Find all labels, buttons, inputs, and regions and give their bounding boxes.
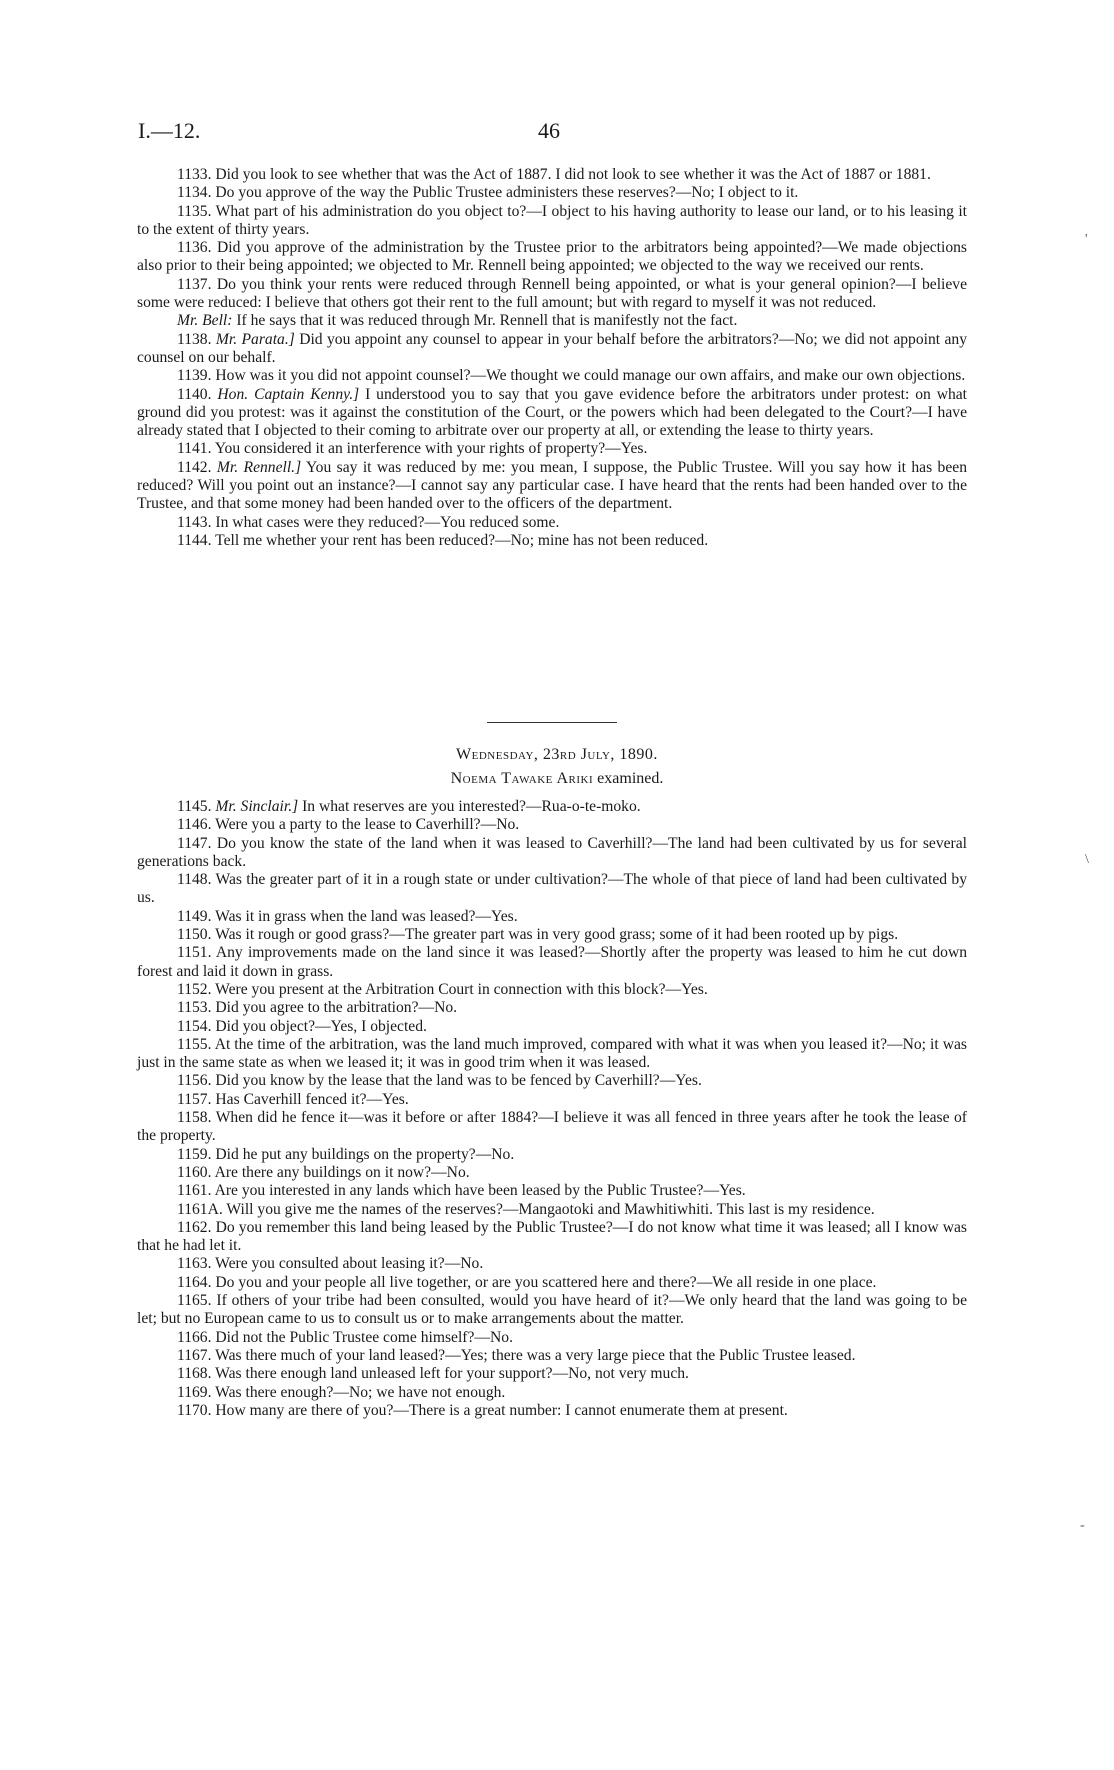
question-number: 1150. bbox=[177, 926, 212, 944]
testimony-paragraph bbox=[137, 1109, 967, 1146]
testimony-text: Were you consulted about leasing it?—No. bbox=[215, 1255, 484, 1273]
testimony-text: Was the greater part of it in a rough state or under cultivation?—The whole of that piece of land had been cultivated by us. bbox=[137, 871, 967, 907]
testimony-text: Do you remember this land being leased by the Public Trustee?—I do not know what time it was leased; all I know was that he had let it. bbox=[137, 1218, 967, 1255]
testimony-block-1 bbox=[137, 166, 967, 550]
testimony-paragraph bbox=[137, 166, 967, 184]
examined-label: examined. bbox=[597, 770, 664, 787]
question-number: 1148. bbox=[177, 871, 212, 889]
speaker-name: Hon. Captain Kenny.] bbox=[217, 385, 360, 403]
testimony-text: Was it rough or good grass?—The greater part was in very good grass; some of it had been rooted up by pigs. bbox=[215, 926, 899, 944]
testimony-text: Are you interested in any lands which have been leased by the Public Trustee?—Yes. bbox=[214, 1182, 746, 1200]
testimony-text: Did you approve of the administration by the Trustee prior to the arbitrators being appointed?—We made objections also prior to their being appointed; we objected to Mr. Rennell being appointed; we objected to the way we received our rents. bbox=[137, 239, 967, 275]
question-number: 1164. bbox=[177, 1273, 212, 1291]
testimony-text: Do you think your rents were reduced through Rennell being appointed, or what is your general opinion?—I believe some were reduced: I believe that others got their rent to the full amount; but with regard to myself it was not reduced. bbox=[137, 275, 967, 312]
question-number: 1141. bbox=[177, 440, 212, 458]
question-number: 1170. bbox=[177, 1401, 212, 1419]
testimony-paragraph bbox=[137, 203, 967, 240]
question-number: 1134. bbox=[177, 184, 212, 202]
page-header bbox=[138, 118, 968, 148]
testimony-paragraph bbox=[137, 798, 967, 816]
speaker-name: Mr. Rennell.] bbox=[216, 458, 302, 476]
testimony-paragraph bbox=[137, 1402, 967, 1420]
testimony-text: Do you approve of the way the Public Trustee administers these reserves?—No; I object to it. bbox=[215, 184, 799, 202]
margin-mark: ' bbox=[1085, 232, 1088, 247]
testimony-text: Do you and your people all live together, or are you scattered here and there?—We all reside in one place. bbox=[215, 1273, 877, 1291]
testimony-text: Do you know the state of the land when it was leased to Caverhill?—The land had been cultivated by us for several generations back. bbox=[137, 834, 967, 870]
testimony-paragraph bbox=[137, 871, 967, 908]
testimony-text: Was there enough land unleased left for your support?—No, not very much. bbox=[215, 1365, 689, 1383]
testimony-paragraph bbox=[137, 1347, 967, 1365]
speaker-name: Mr. Parata.] bbox=[215, 330, 295, 348]
testimony-text: Did you object?—Yes, I objected. bbox=[215, 1017, 427, 1035]
question-number: 1168. bbox=[177, 1365, 212, 1383]
question-number: 1157. bbox=[177, 1090, 212, 1108]
testimony-text: Any improvements made on the land since it was leased?—Shortly after the property was leased to him he cut down forest and laid it down in grass. bbox=[137, 944, 967, 980]
testimony-paragraph bbox=[137, 184, 967, 202]
question-number: 1138. bbox=[177, 330, 212, 348]
question-number: 1144. bbox=[177, 531, 212, 549]
question-number: 1158. bbox=[177, 1109, 212, 1127]
testimony-text: At the time of the arbitration, was the land much improved, compared with what it was when you leased it?—No; it was just in the same state as when we leased it; it was in good trim when it was leased. bbox=[137, 1035, 967, 1072]
testimony-paragraph bbox=[137, 908, 967, 926]
question-number: 1156. bbox=[177, 1072, 212, 1090]
testimony-paragraph bbox=[137, 1036, 967, 1073]
testimony-text: Were you a party to the lease to Caverhill?—No. bbox=[215, 816, 520, 834]
testimony-text: You say it was reduced by me: you mean, I suppose, the Public Trustee. Will you say how it has been reduced? Will you point out an instance?—I cannot say any particular case. I have heard that the rents had been handed over to the Trustee, and that some money had been handed over to the officers of the department. bbox=[137, 458, 967, 513]
question-number: 1137. bbox=[177, 275, 212, 293]
margin-mark: \ bbox=[1085, 852, 1089, 867]
question-number: 1143. bbox=[177, 513, 212, 531]
question-number: 1161. bbox=[177, 1182, 212, 1200]
testimony-paragraph bbox=[137, 1329, 967, 1347]
question-number: 1142. bbox=[177, 458, 212, 476]
testimony-paragraph bbox=[137, 1292, 967, 1329]
testimony-paragraph bbox=[137, 1182, 967, 1200]
testimony-text: In what cases were they reduced?—You reduced some. bbox=[215, 513, 560, 531]
testimony-paragraph bbox=[137, 999, 967, 1017]
testimony-text: Were you present at the Arbitration Court in connection with this block?—Yes. bbox=[215, 980, 708, 998]
speaker-name: Mr. Sinclair.] bbox=[215, 798, 299, 815]
testimony-paragraph bbox=[137, 367, 967, 385]
question-number: 1139. bbox=[177, 367, 212, 385]
testimony-text: Did you agree to the arbitration?—No. bbox=[215, 999, 458, 1017]
testimony-text: Was it in grass when the land was leased?—Yes. bbox=[215, 907, 518, 925]
testimony-text: Was there enough?—No; we have not enough. bbox=[215, 1383, 506, 1401]
testimony-paragraph bbox=[137, 1274, 967, 1292]
testimony-paragraph bbox=[137, 331, 967, 368]
testimony-paragraph bbox=[137, 514, 967, 532]
question-number: 1159. bbox=[177, 1145, 212, 1163]
testimony-paragraph bbox=[137, 386, 967, 441]
question-number: 1162. bbox=[177, 1218, 212, 1236]
testimony-text: Has Caverhill fenced it?—Yes. bbox=[215, 1090, 409, 1108]
testimony-paragraph bbox=[137, 312, 967, 330]
testimony-paragraph bbox=[137, 1365, 967, 1383]
testimony-text: How was it you did not appoint counsel?—We thought we could manage our own affairs, and make our own objections. bbox=[215, 367, 966, 385]
testimony-text: Was there much of your land leased?—Yes; there was a very large piece that the Public Trustee leased. bbox=[215, 1346, 856, 1364]
section-divider bbox=[487, 722, 617, 723]
question-number: 1151. bbox=[177, 944, 212, 962]
testimony-text: If others of your tribe had been consulted, would you have heard of it?—We only heard that the land was going to be let; but no European came to us to consult us or to make arrangements about the matter. bbox=[137, 1292, 967, 1328]
testimony-paragraph bbox=[137, 816, 967, 834]
question-number: 1166. bbox=[177, 1328, 212, 1346]
document-code: I.—12. bbox=[138, 118, 201, 143]
testimony-text: If he says that it was reduced through Mr. Rennell that is manifestly not the fact. bbox=[236, 312, 738, 330]
question-number: 1155. bbox=[177, 1035, 212, 1053]
question-number: 1145. bbox=[177, 798, 212, 815]
question-number: 1161A. bbox=[177, 1200, 223, 1218]
testimony-paragraph bbox=[137, 239, 967, 276]
question-number: 1149. bbox=[177, 907, 212, 925]
margin-mark: - bbox=[1080, 1518, 1085, 1533]
testimony-paragraph bbox=[137, 1164, 967, 1182]
question-number: 1167. bbox=[177, 1346, 212, 1364]
testimony-paragraph bbox=[137, 532, 967, 550]
testimony-text: Did you appoint any counsel to appear in your behalf before the arbitrators?—No; we did not appoint any counsel on our behalf. bbox=[137, 330, 967, 366]
testimony-paragraph bbox=[137, 1018, 967, 1036]
witness-heading bbox=[0, 770, 1114, 788]
question-number: 1160. bbox=[177, 1163, 212, 1181]
question-number: 1140. bbox=[177, 385, 212, 403]
testimony-paragraph bbox=[137, 1146, 967, 1164]
question-number: 1147. bbox=[177, 834, 212, 852]
question-number: 1133. bbox=[177, 166, 212, 183]
testimony-text: Tell me whether your rent has been reduced?—No; mine has not been reduced. bbox=[215, 531, 709, 549]
testimony-paragraph bbox=[137, 981, 967, 999]
testimony-paragraph bbox=[137, 926, 967, 944]
page-number: 46 bbox=[538, 118, 560, 143]
testimony-text: In what reserves are you interested?—Rua-o-te-moko. bbox=[302, 798, 641, 815]
speaker-name: Mr. Bell: bbox=[177, 312, 233, 330]
witness-name: Noema Tawake Ariki bbox=[450, 770, 594, 787]
testimony-paragraph bbox=[137, 835, 967, 872]
testimony-text: Did you look to see whether that was the Act of 1887. I did not look to see whether it was the Act of 1887 or 1881. bbox=[215, 166, 931, 183]
testimony-paragraph bbox=[137, 1219, 967, 1256]
testimony-paragraph bbox=[137, 459, 967, 514]
testimony-text: I understood you to say that you gave evidence before the arbitrators under protest: on what ground did you protest: was it against the constitution of the Court, or the powers which had been delegated to the Court?—I have already stated that I objected to their coming to arbitrate over our property at all, or extending the lease to thirty years. bbox=[137, 385, 968, 440]
testimony-paragraph bbox=[137, 1255, 967, 1273]
session-date: Wednesday, 23rd July, 1890. bbox=[456, 746, 658, 763]
testimony-paragraph bbox=[137, 1072, 967, 1090]
testimony-paragraph bbox=[137, 440, 967, 458]
testimony-text: How many are there of you?—There is a great number: I cannot enumerate them at present. bbox=[215, 1401, 788, 1419]
testimony-text: Did you know by the lease that the land was to be fenced by Caverhill?—Yes. bbox=[215, 1072, 702, 1090]
question-number: 1135. bbox=[177, 202, 212, 220]
testimony-text: What part of his administration do you object to?—I object to his having authority to lease our land, or to his leasing it to the extent of thirty years. bbox=[137, 202, 967, 238]
question-number: 1152. bbox=[177, 980, 212, 998]
testimony-text: Did not the Public Trustee come himself?—No. bbox=[215, 1328, 513, 1346]
testimony-paragraph bbox=[137, 1091, 967, 1109]
question-number: 1169. bbox=[177, 1383, 212, 1401]
testimony-paragraph bbox=[137, 944, 967, 981]
question-number: 1163. bbox=[177, 1255, 212, 1273]
testimony-paragraph bbox=[137, 1201, 967, 1219]
question-number: 1153. bbox=[177, 999, 212, 1017]
question-number: 1154. bbox=[177, 1017, 212, 1035]
testimony-block-2 bbox=[137, 798, 967, 1420]
testimony-text: When did he fence it—was it before or after 1884?—I believe it was all fenced in three years after he took the lease of the property. bbox=[137, 1109, 967, 1145]
testimony-text: Are there any buildings on it now?—No. bbox=[214, 1163, 470, 1181]
testimony-paragraph bbox=[137, 276, 967, 313]
testimony-text: You considered it an interference with your rights of property?—Yes. bbox=[214, 440, 648, 458]
testimony-text: Did he put any buildings on the property?—No. bbox=[215, 1145, 515, 1163]
question-number: 1165. bbox=[177, 1292, 212, 1310]
testimony-paragraph bbox=[137, 1384, 967, 1402]
question-number: 1146. bbox=[177, 816, 212, 834]
question-number: 1136. bbox=[177, 239, 212, 257]
testimony-text: Will you give me the names of the reserves?—Mangaotoki and Mawhitiwhiti. This last is my residence. bbox=[226, 1200, 875, 1218]
